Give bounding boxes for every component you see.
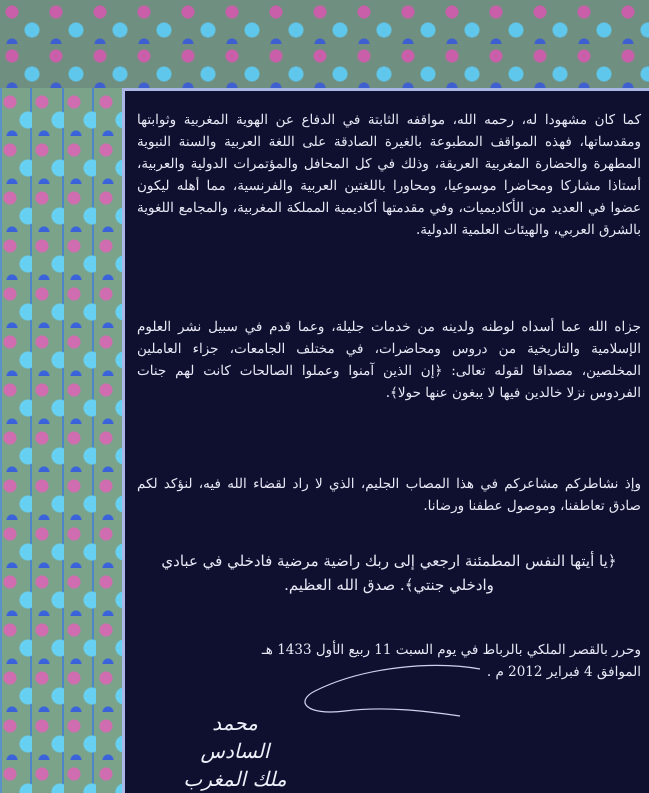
royal-signature [175,709,295,793]
decorative-border-left [0,88,122,793]
signature-title: ملك المغرب [183,767,287,791]
decorative-border-top [0,0,649,88]
closing-line-1: وحرر بالقصر الملكي بالرباط في يوم السبت 11 ربيع الأول 1433 هـ [261,642,641,658]
signature-flourish-icon [285,661,485,721]
closing-line-2: الموافق 4 فبراير 2012 م . [486,664,641,680]
letter-paragraph-1: كما كان مشهودا له، رحمه الله، مواقفه الثابتة في الدفاع عن الهوية المغربية وثوابتها ومقدساتها، فهذه المواقف المطبوعة بالغيرة الصادقة على اللغة العربية والسنة النبوية المطهرة والحضارة المغربية العريقة، وذلك في كل المحافل والمؤتمرات الدولية والعربية، أستاذا مشاركا ومحاضرا موسوعيا، ومحاورا باللغتين العربية والفرنسية، مما أهله ليكون عضوا في العديد من الأكاديميات، وفي مقدمتها أكاديمية المملكة المغربية، والمجامع اللغوية بالشرق العربي، والهيئات العلمية الدولية. [137,112,641,238]
letter-panel [122,88,649,793]
letter-paragraph-2: جزاه الله عما أسداه لوطنه ولدينه من خدمات جليلة، وعما قدم في سبيل نشر العلوم الإسلامية والتاريخية من دروس ومحاضرات، في مختلف الجامعات، جزاء العاملين المخلصين، مصداقا لقوله تعالى: ﴿إن الذين آمنوا وعملوا الصالحات كانت لهم جنات الفردوس نزلا خالدين فيها لا يبغون عنها حولا﴾. [137,319,641,401]
quran-verse: ﴿يا أيتها النفس المطمئنة ارجعي إلى ربك راضية مرضية فادخلي في عبادي وادخلي جنتي﴾. صدق الله العظيم. [161,552,617,594]
letter-paragraph-3: وإذ نشاطركم مشاعركم في هذا المصاب الجليم، الذي لا راد لقضاء الله فيه، لنؤكد لكم صادق تعاطفنا، وموصول عطفنا ورضانا. [137,476,641,514]
signature-name: محمد السادس [200,711,270,763]
